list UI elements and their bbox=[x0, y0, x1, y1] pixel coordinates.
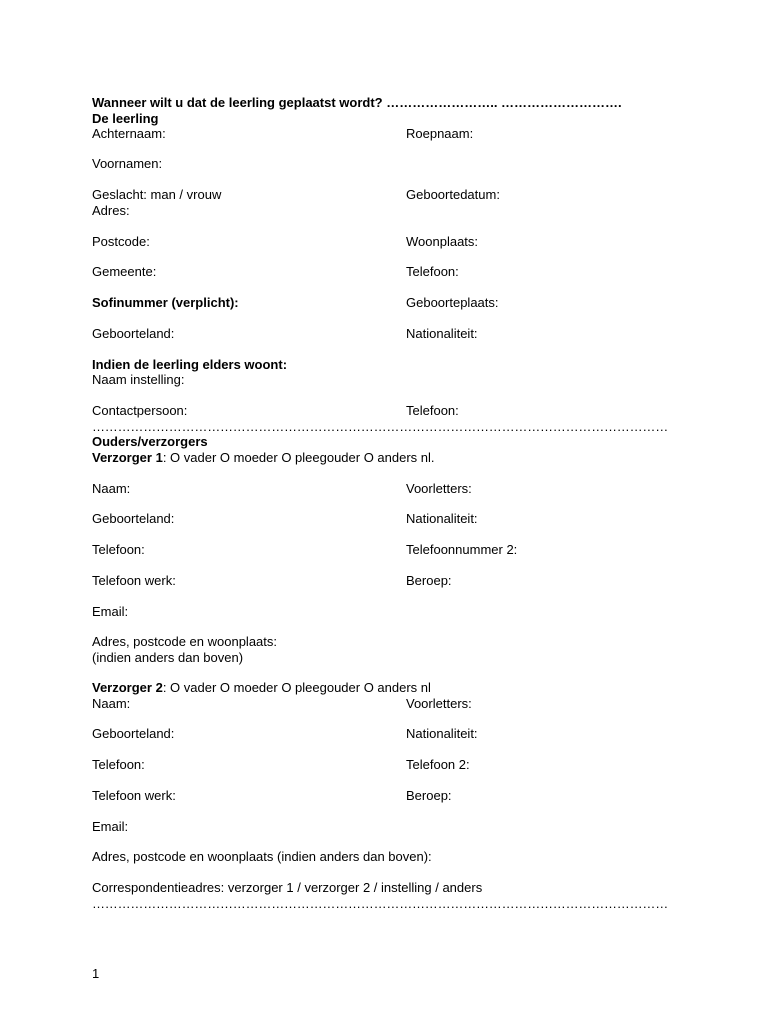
v1-nationaliteit: Nationaliteit: bbox=[406, 511, 478, 526]
field-geboortedatum: Geboortedatum: bbox=[406, 187, 500, 202]
v1-telefoon: Telefoon: bbox=[92, 542, 145, 557]
v2-beroep: Beroep: bbox=[406, 788, 452, 803]
v1-geboorteland: Geboorteland: bbox=[92, 511, 175, 526]
dotted-separator: ……………………………………………………………………………………………………………………… bbox=[92, 419, 669, 434]
v1-adres: Adres, postcode en woonplaats: bbox=[92, 634, 278, 649]
placement-question: Wanneer wilt u dat de leerling geplaatst wordt? …………………….. ………………………. bbox=[92, 95, 622, 110]
section-title-student: De leerling bbox=[92, 111, 159, 126]
field-achternaam: Achternaam: bbox=[92, 126, 166, 141]
v2-telefoon: Telefoon: bbox=[92, 757, 145, 772]
field-geboorteland: Geboorteland: bbox=[92, 326, 175, 341]
v1-telefoon-werk: Telefoon werk: bbox=[92, 573, 176, 588]
field-contactpersoon: Contactpersoon: bbox=[92, 403, 188, 418]
v2-naam: Naam: bbox=[92, 696, 131, 711]
verzorger-2-label: Verzorger 2 bbox=[92, 680, 163, 695]
verzorger-1-options bbox=[92, 450, 435, 466]
verzorger-1-choices: : O vader O moeder O pleegouder O anders nl. bbox=[162, 450, 435, 465]
v1-email: Email: bbox=[92, 604, 129, 619]
field-woonplaats: Woonplaats: bbox=[406, 234, 479, 249]
field-nationaliteit: Nationaliteit: bbox=[406, 326, 478, 341]
verzorger-1-label: Verzorger 1 bbox=[92, 450, 163, 465]
field-geboorteplaats: Geboorteplaats: bbox=[406, 295, 499, 310]
verzorger-2-choices: : O vader O moeder O pleegouder O anders nl bbox=[162, 680, 431, 695]
field-postcode: Postcode: bbox=[92, 234, 150, 249]
v2-adres: Adres, postcode en woonplaats (indien anders dan boven): bbox=[92, 849, 432, 864]
v2-nationaliteit: Nationaliteit: bbox=[406, 726, 478, 741]
field-sofinummer: Sofinummer (verplicht): bbox=[92, 295, 239, 310]
field-naam-instelling: Naam instelling: bbox=[92, 372, 185, 387]
dotted-separator-bottom: ……………………………………………………………………………………………………………………… bbox=[92, 896, 669, 911]
section-title-parents: Ouders/verzorgers bbox=[92, 434, 208, 449]
field-voornamen: Voornamen: bbox=[92, 156, 163, 171]
field-adres: Adres: bbox=[92, 203, 130, 218]
field-geslacht: Geslacht: man / vrouw bbox=[92, 187, 222, 202]
elders-title: Indien de leerling elders woont: bbox=[92, 357, 288, 372]
v2-voorletters: Voorletters: bbox=[406, 696, 472, 711]
v1-voorletters: Voorletters: bbox=[406, 481, 472, 496]
field-gemeente: Gemeente: bbox=[92, 264, 157, 279]
v2-email: Email: bbox=[92, 819, 129, 834]
page-number: 1 bbox=[92, 966, 100, 981]
v1-beroep: Beroep: bbox=[406, 573, 452, 588]
v2-telefoon-2: Telefoon 2: bbox=[406, 757, 470, 772]
field-roepnaam: Roepnaam: bbox=[406, 126, 474, 141]
v1-naam: Naam: bbox=[92, 481, 131, 496]
verzorger-2-options bbox=[92, 680, 431, 696]
field-telefoon-instelling: Telefoon: bbox=[406, 403, 459, 418]
v2-geboorteland: Geboorteland: bbox=[92, 726, 175, 741]
v1-adres-note: (indien anders dan boven) bbox=[92, 650, 244, 665]
correspondentieadres: Correspondentieadres: verzorger 1 / verzorger 2 / instelling / anders bbox=[92, 880, 483, 895]
field-telefoon: Telefoon: bbox=[406, 264, 459, 279]
v1-telefoonnummer-2: Telefoonnummer 2: bbox=[406, 542, 518, 557]
v2-telefoon-werk: Telefoon werk: bbox=[92, 788, 176, 803]
